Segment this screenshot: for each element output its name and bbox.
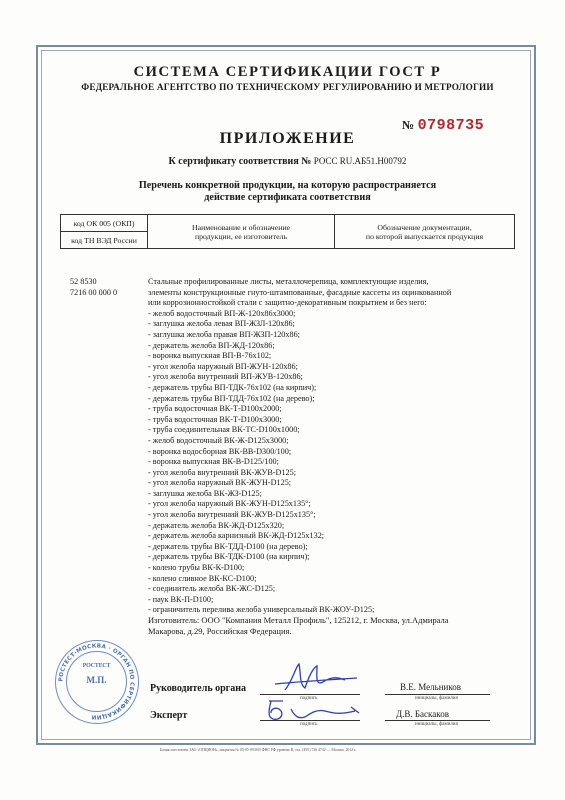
expert-name-caption: инициалы, фамилия (415, 722, 458, 727)
number-label: № (402, 118, 415, 132)
columns-table (60, 214, 515, 249)
serial-number: 0798735 (417, 117, 485, 134)
official-stamp (55, 640, 139, 724)
expert-name: Д.В. Баскаков (396, 709, 449, 719)
list-item: - желоб водосточный ВП-Ж-120х86х3000; (148, 308, 296, 318)
col-docs-line1: Обозначение документации, (377, 222, 472, 232)
list-header-line1: Перечень конкретной продукции, на которую распространяется (138, 180, 437, 191)
col-name-line1: Наименование и обозначение (192, 222, 290, 232)
expert-signature-caption: подпись (300, 722, 318, 727)
system-title: СИСТЕМА СЕРТИФИКАЦИИ ГОСТ Р (133, 64, 442, 80)
stamp-ring-text: РОСТЕСТ-МОСКВА · ОРГАН ПО СЕРТИФИКАЦИИ (58, 643, 135, 720)
list-item: - колено сливное ВК-КС-D100; (148, 573, 257, 583)
list-item: - держатель желоба ВП-ЖД-120х86; (148, 340, 275, 350)
list-item: - паук ВК-П-D100; (148, 594, 214, 604)
list-item: - ограничитель перелива желоба универсальный ВК-ЖОУ-D125; (148, 605, 375, 615)
page-title: ПРИЛОЖЕНИЕ (219, 130, 356, 147)
certificate-prefix: К сертификату соответствия № (168, 156, 312, 167)
agency-title: ФЕДЕРАЛЬНОЕ АГЕНТСТВО ПО ТЕХНИЧЕСКОМУ РЕГУЛИРОВАНИЮ И МЕТРОЛОГИИ (81, 82, 494, 92)
stamp-logo: РОСТЕСТ (82, 663, 111, 669)
col-name (148, 215, 335, 249)
list-item: - труба водосточная ВК-Т-D100х3000; (148, 414, 282, 424)
head-signature-mark-icon (265, 658, 365, 698)
head-name-caption: инициалы, фамилия (415, 696, 458, 701)
product-intro-line: Стальные профилированные листы, металлочерепица, комплектующие изделия, (148, 277, 429, 286)
product-codes (70, 277, 117, 298)
manufacturer-info (148, 615, 510, 637)
list-item: - угол желоба внутренний ВК-ЖУВ-D125; (148, 467, 296, 477)
list-item: - желоб водосточный ВК-Ж-D125х3000; (148, 435, 289, 445)
list-item: - держатель желоба карнизный ВК-ЖД-D125х132; (148, 531, 325, 541)
list-item: - труба водосточная ВК-Т-D100х2000; (148, 404, 282, 414)
list-item: - заглушка желоба левая ВП-ЖЗЛ-120х86; (148, 319, 295, 329)
list-item: - воронка выпускная ВК-В-D125/100; (148, 457, 279, 467)
certificate-number: РОСС RU.АБ51.Н00792 (313, 156, 407, 166)
list-item: - труба соединительная ВК-ТС-D100х1000; (148, 425, 300, 435)
list-item: - соединитель желоба ВК-ЖС-D125; (148, 584, 276, 594)
blank-footer: Бланк изготовлен ЗАО «ОПЦИОН», лицензия № 05-05-09/003 ФНС РФ уровень В, тел. (495) 726 4742 — Москва, 2012 г. (160, 748, 357, 752)
list-item: - воронка выпускная ВП-В-76х102; (148, 351, 272, 361)
list-item: - держатель трубы ВК-ТДД-D100 (на дерево); (148, 541, 308, 551)
head-signature-caption: подпись (300, 696, 318, 701)
product-intro-line: или коррозионностойкой стали с защитно-декоративным покрытием и без него: (148, 298, 427, 308)
stamp-mp: М.П. (86, 675, 107, 685)
list-item: - воронка водосборная ВК-ВВ-D300/100; (148, 446, 292, 456)
list-item: - держатель трубы ВП-ТДД-76х102 (на дерево); (148, 393, 315, 403)
code-okp-value: 52 8530 (70, 277, 97, 286)
list-item: - держатель желоба ВК-ЖД-D125х320; (148, 520, 285, 530)
certificate-reference (60, 156, 515, 167)
list-item: - держатель трубы ВП-ТДК-76х102 (на кирпич); (148, 382, 317, 392)
manufacturer-line1: Изготовитель: ООО "Компания Металл Профиль", 125212, г. Москва, ул.Адмирала (148, 615, 449, 625)
col-name-line2: продукции, ее изготовитель (194, 231, 288, 241)
expert-signature-mark-icon (255, 695, 365, 727)
head-name: В.Е. Мельников (400, 682, 462, 692)
expert-name-line (385, 720, 490, 721)
col-okp: код ОК 005 (ОКП) (61, 215, 148, 232)
list-item: - заглушка желоба ВК-ЖЗ-D125; (148, 488, 262, 498)
manufacturer-line2: Макарова, д.29, Российская Федерация. (148, 626, 292, 636)
product-list (148, 277, 510, 616)
list-item: - угол желоба внутренний ВП-ЖУВ-120х86; (148, 372, 303, 382)
list-item: - угол желоба наружный ВК-ЖУН-D125х135°; (148, 499, 311, 509)
list-item: - колено трубы ВК-К-D100; (148, 563, 245, 573)
code-tnved-value: 7216 00 000 0 (70, 287, 118, 297)
col-docs (335, 215, 515, 249)
col-docs-line2: по которой выпускается продукция (365, 231, 484, 241)
head-label: Руководитель органа (150, 683, 246, 694)
product-intro-line: элементы конструкционные гнуто-штампованные, фасадные кассеты из оцинкованной (148, 287, 452, 297)
list-item: - угол желоба внутренний ВК-ЖУВ-D125х135°; (148, 510, 316, 520)
expert-label: Эксперт (150, 710, 188, 721)
list-header-line2: действие сертификата соответствия (204, 192, 371, 203)
list-item: - угол желоба наружный ВК-ЖУН-D125; (148, 478, 292, 488)
list-item: - заглушка желоба правая ВП-ЖЗП-120х86; (148, 329, 300, 339)
col-tnved: код ТН ВЭД России (61, 232, 148, 249)
head-name-line (385, 694, 490, 695)
list-item: - держатель трубы ВК-ТДК-D100 (на кирпич); (148, 552, 310, 562)
list-header (60, 180, 515, 204)
list-item: - угол желоба наружный ВП-ЖУН-120х86; (148, 361, 298, 371)
